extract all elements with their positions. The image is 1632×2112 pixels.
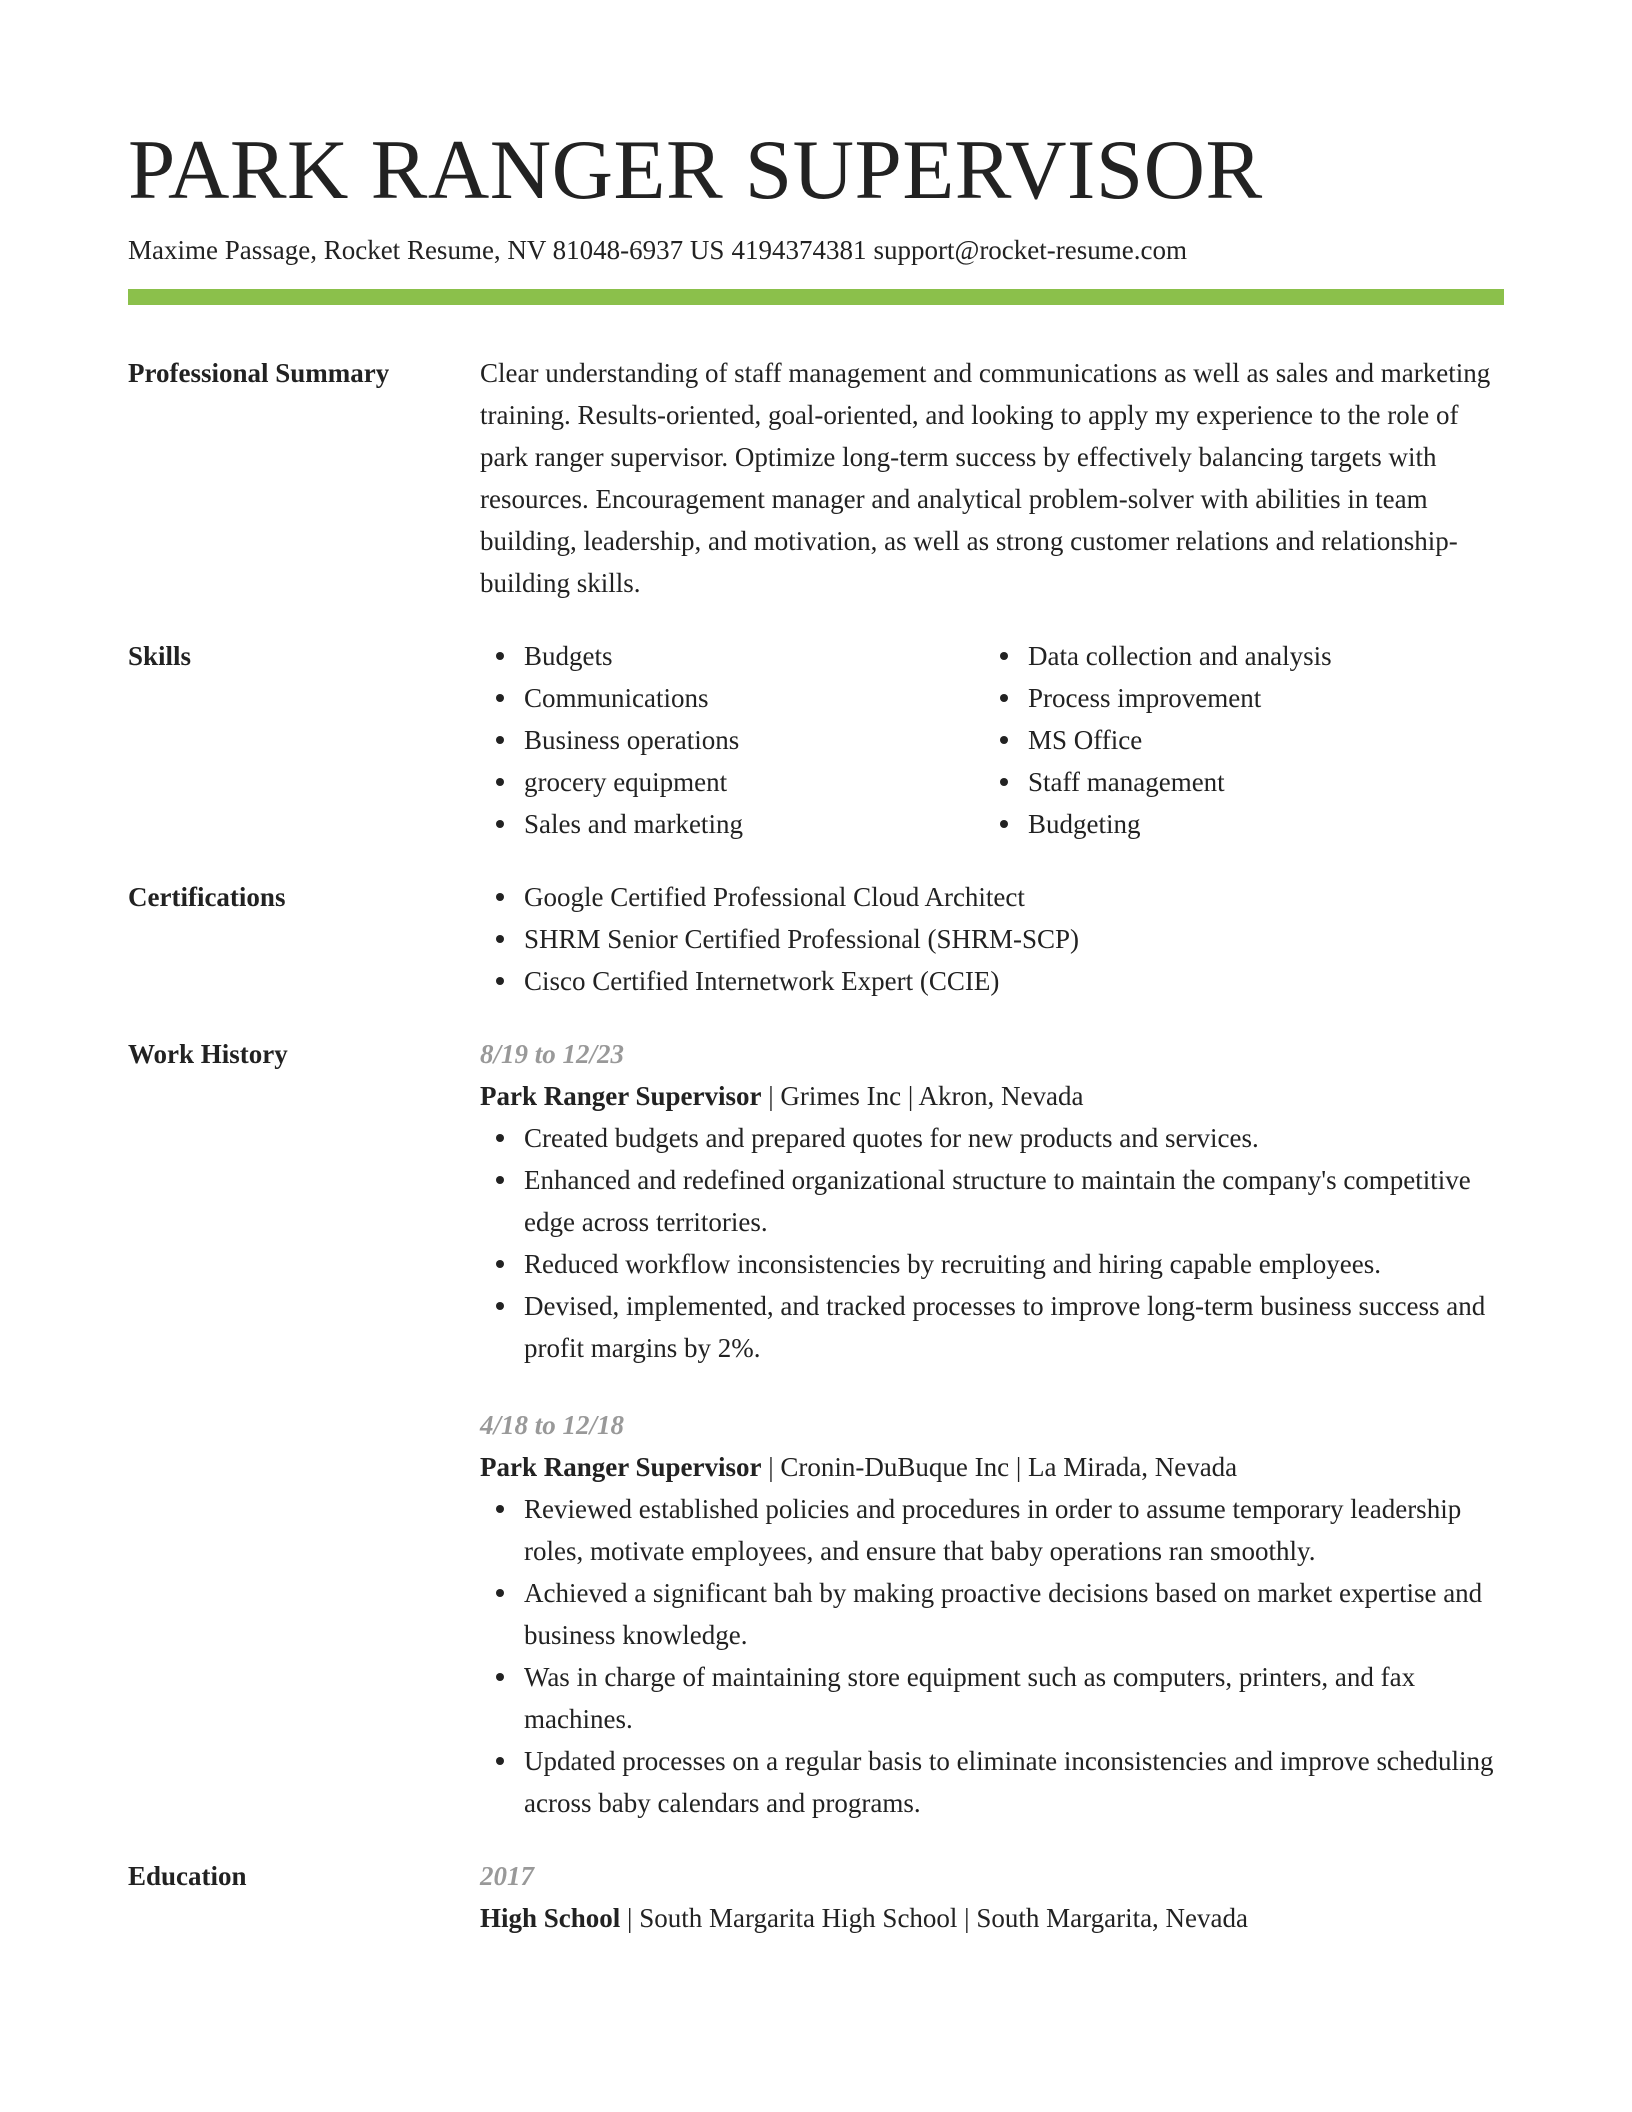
bullet-icon [496, 652, 504, 660]
list-item: grocery equipment [480, 761, 984, 803]
list-item: Was in charge of maintaining store equipment such as computers, printers, and fax machines. [480, 1656, 1504, 1740]
skills-list-right [984, 635, 1488, 845]
list-item: Data collection and analysis [984, 635, 1488, 677]
list-item: Communications [480, 677, 984, 719]
bullet-icon [1000, 694, 1008, 702]
education-details: | South Margarita High School | South Margarita, Nevada [620, 1903, 1249, 1933]
bullet-icon [496, 1176, 504, 1184]
job-entry [480, 1033, 1504, 1369]
bullet-icon [496, 977, 504, 985]
list-item: Updated processes on a regular basis to eliminate inconsistencies and improve scheduling across baby calendars and programs. [480, 1740, 1504, 1824]
certifications-section [128, 876, 1504, 1002]
list-item: Created budgets and prepared quotes for new products and services. [480, 1117, 1504, 1159]
list-item: Reduced workflow inconsistencies by recruiting and hiring capable employees. [480, 1243, 1504, 1285]
skills-list-left [480, 635, 984, 845]
list-item: Budgeting [984, 803, 1488, 845]
list-item: Process improvement [984, 677, 1488, 719]
education-degree: High School [480, 1903, 621, 1933]
bullet-icon [1000, 778, 1008, 786]
header-divider [128, 289, 1504, 305]
contact-phone: 4194374381 [731, 235, 867, 265]
bullet-icon [1000, 736, 1008, 744]
work-history-section [128, 1033, 1504, 1824]
job-role-line [480, 1075, 1504, 1117]
education-year: 2017 [480, 1861, 534, 1891]
job-role-line [480, 1446, 1504, 1488]
bullet-icon [496, 1757, 504, 1765]
education-section [128, 1855, 1504, 1939]
bullet-icon [496, 935, 504, 943]
bullet-icon [496, 1505, 504, 1513]
bullet-icon [496, 1302, 504, 1310]
job-details: | Cronin-DuBuque Inc | La Mirada, Nevada [761, 1452, 1238, 1482]
list-item: Reviewed established policies and procedures in order to assume temporary leadership roles, motivate employees, and ensure that baby operations ran smoothly. [480, 1488, 1504, 1572]
job-title: Park Ranger Supervisor [480, 1081, 762, 1111]
bullet-icon [1000, 652, 1008, 660]
list-item: Budgets [480, 635, 984, 677]
bullet-icon [496, 1673, 504, 1681]
list-item: Google Certified Professional Cloud Architect [480, 876, 1504, 918]
list-item: Sales and marketing [480, 803, 984, 845]
list-item: Cisco Certified Internetwork Expert (CCIE) [480, 960, 1504, 1002]
summary-heading: Professional Summary [128, 358, 390, 388]
job-dates: 4/18 to 12/18 [480, 1410, 625, 1440]
bullet-icon [496, 1134, 504, 1142]
contact-email[interactable]: support@rocket-resume.com [873, 235, 1187, 265]
bullet-icon [496, 1589, 504, 1597]
job-details: | Grimes Inc | Akron, Nevada [761, 1081, 1084, 1111]
skills-section [128, 635, 1504, 845]
list-item: Achieved a significant bah by making proactive decisions based on market expertise and business knowledge. [480, 1572, 1504, 1656]
bullet-icon [496, 778, 504, 786]
resume-page [128, 118, 1504, 1939]
list-item: MS Office [984, 719, 1488, 761]
certifications-heading: Certifications [128, 882, 286, 912]
bullet-icon [496, 736, 504, 744]
work-history-heading: Work History [128, 1039, 288, 1069]
list-item: Business operations [480, 719, 984, 761]
job-bullets [480, 1117, 1504, 1369]
bullet-icon [496, 820, 504, 828]
contact-line [128, 232, 1504, 268]
bullet-icon [496, 694, 504, 702]
job-bullets [480, 1488, 1504, 1824]
list-item: SHRM Senior Certified Professional (SHRM-SCP) [480, 918, 1504, 960]
job-dates: 8/19 to 12/23 [480, 1039, 625, 1069]
education-heading: Education [128, 1861, 247, 1891]
contact-address: Maxime Passage, Rocket Resume, NV 81048-6937 US [128, 235, 725, 265]
summary-text: Clear understanding of staff management and communications as well as sales and marketing training. Results-oriented, goal-oriented, and looking to apply my experience to the role of park ranger supervisor. Optimize long-term success by effectively balancing targets with resources. Encouragement manager and analytical problem-solver with abilities in team building, leadership, and motivation, as well as strong customer relations and relationship-building skills. [480, 358, 1491, 598]
education-line [480, 1897, 1504, 1939]
skills-heading: Skills [128, 641, 192, 671]
job-entry [480, 1404, 1504, 1824]
list-item: Staff management [984, 761, 1488, 803]
job-title: Park Ranger Supervisor [480, 1452, 762, 1482]
bullet-icon [496, 893, 504, 901]
bullet-icon [496, 1260, 504, 1268]
list-item: Devised, implemented, and tracked processes to improve long-term business success and profit margins by 2%. [480, 1285, 1504, 1369]
bullet-icon [1000, 820, 1008, 828]
resume-title: PARK RANGER SUPERVISOR [128, 123, 1263, 217]
list-item: Enhanced and redefined organizational structure to maintain the company's competitive edge across territories. [480, 1159, 1504, 1243]
certifications-list [480, 876, 1504, 1002]
summary-section [128, 352, 1504, 604]
